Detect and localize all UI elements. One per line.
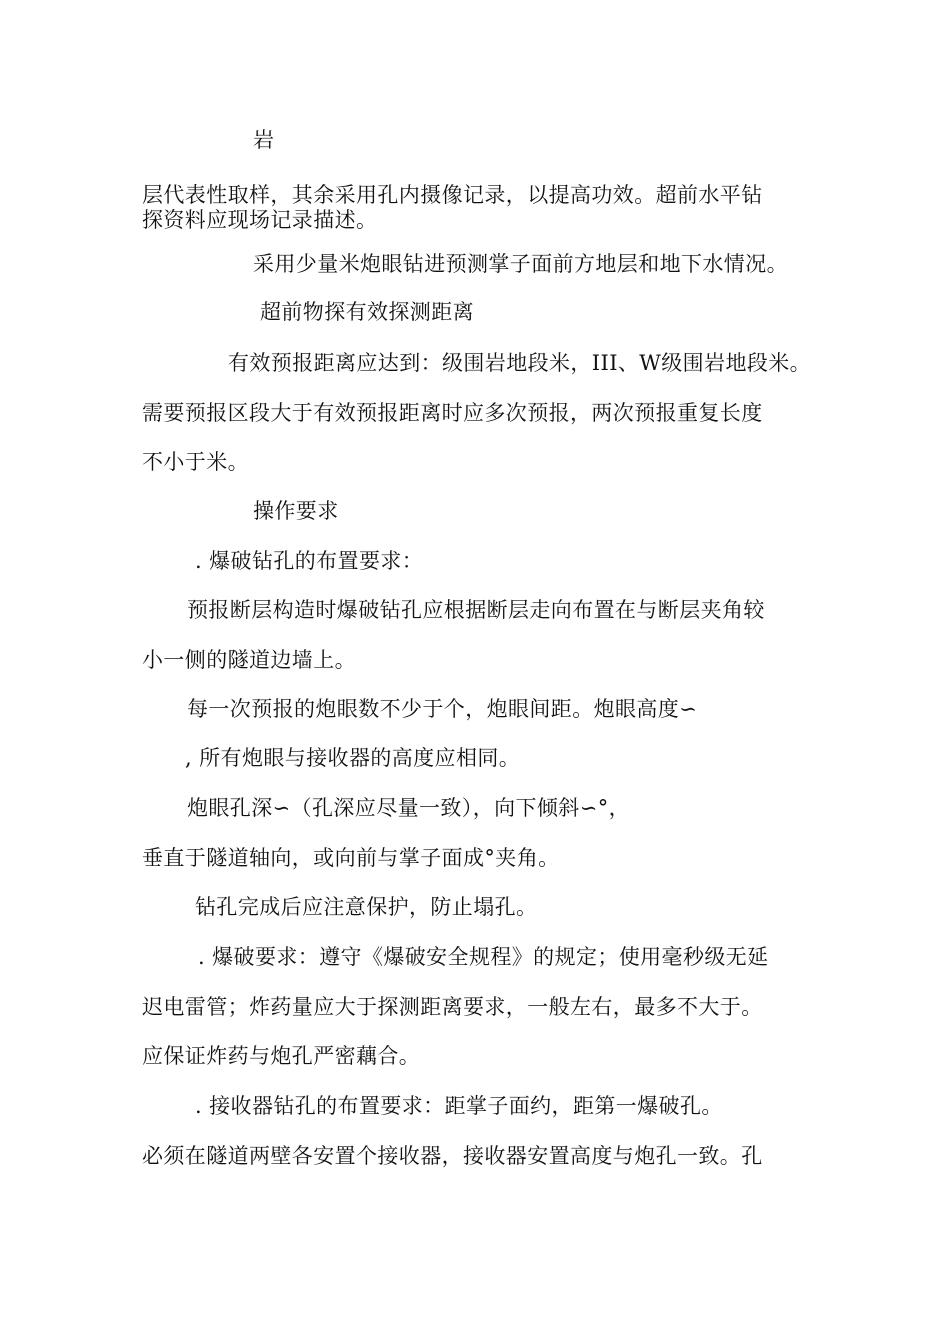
- text-line: 有效预报距离应达到：级围岩地段米，III、W级围岩地段米。: [228, 351, 812, 375]
- text-line: 小一侧的隧道边墙上。: [142, 648, 356, 672]
- text-line: . 爆破钻孔的布置要求：: [195, 549, 424, 573]
- text-line: 垂直于隧道轴向，或向前与掌子面成°夹角。: [142, 846, 560, 870]
- text-line: 探资料应现场记录描述。: [142, 208, 378, 232]
- section-heading: 超前物探有效探测距离: [260, 300, 474, 324]
- text-line: 钻孔完成后应注意保护，防止塌孔。: [195, 895, 538, 919]
- text-line: . 接收器钻孔的布置要求：距掌子面约，距第一爆破孔。: [195, 1094, 723, 1118]
- text-line: 岩: [253, 128, 275, 152]
- text-line: 炮眼孔深∽（孔深应尽量一致），向下倾斜∽°，: [187, 796, 630, 820]
- text-line: 不小于米。: [142, 450, 249, 474]
- text-line: . 爆破要求：遵守《爆破安全规程》的规定；使用毫秒级无延: [198, 945, 769, 969]
- text-line: 每一次预报的炮眼数不少于个，炮眼间距。炮眼高度∽: [187, 697, 698, 721]
- text-line: 迟电雷管；炸药量应大于探测距离要求，一般左右，最多不大于。: [142, 995, 763, 1019]
- text-line: 层代表性取样，其余采用孔内摄像记录，以提高功效。超前水平钻: [142, 183, 763, 207]
- text-line: , 所有炮眼与接收器的高度应相同。: [185, 746, 521, 770]
- text-line: 应保证炸药与炮孔严密藕合。: [142, 1044, 421, 1068]
- text-line: 采用少量米炮眼钻进预测掌子面前方地层和地下水情况。: [253, 252, 788, 276]
- section-heading: 操作要求: [253, 499, 339, 523]
- text-line: 需要预报区段大于有效预报距离时应多次预报，两次预报重复长度: [142, 401, 763, 425]
- text-line: 预报断层构造时爆破钻孔应根据断层走向布置在与断层夹角较: [187, 598, 765, 622]
- text-line: 必须在隧道两壁各安置个接收器，接收器安置高度与炮孔一致。孔: [142, 1144, 763, 1168]
